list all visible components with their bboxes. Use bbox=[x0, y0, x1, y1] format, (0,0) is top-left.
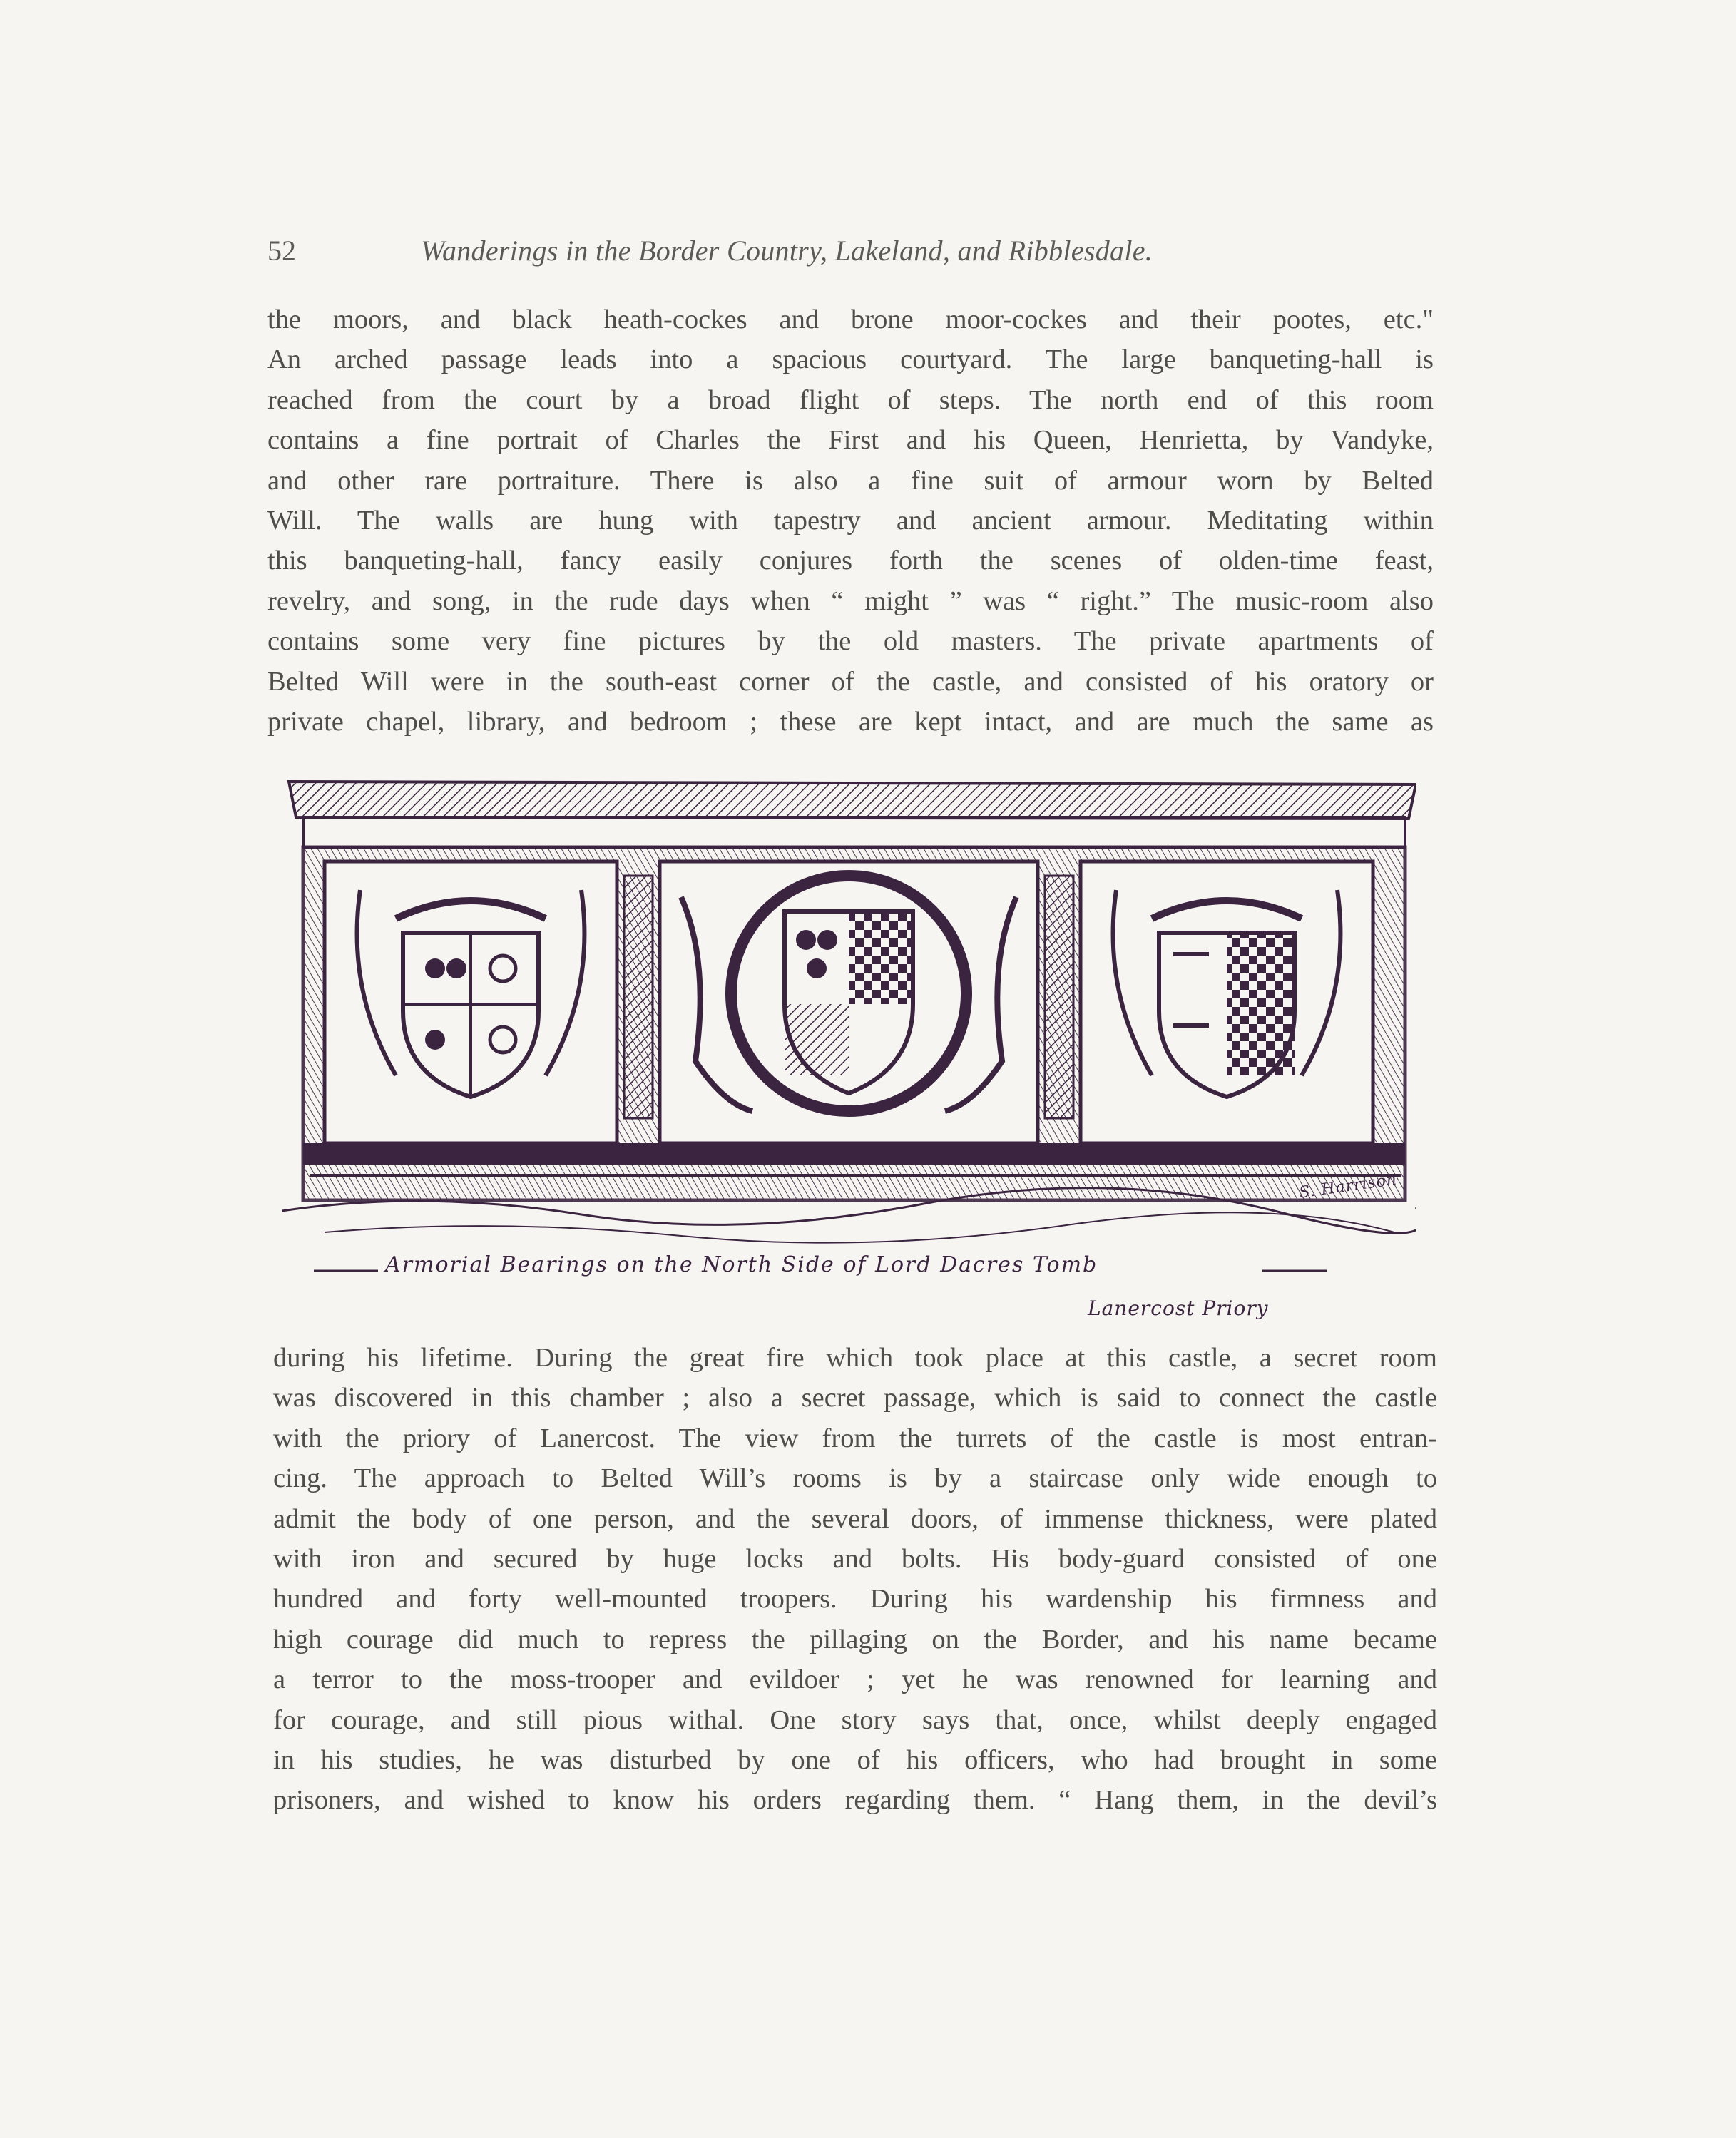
text-line: revelry, and song, in the rude days when “ might ” was “ right.” The music-room also bbox=[267, 585, 1434, 616]
figure-caption bbox=[314, 1249, 1327, 1292]
text-line: cing. The approach to Belted Will’s rooms is by a staircase only wide enough to bbox=[273, 1463, 1437, 1494]
text-line: high courage did much to repress the pillaging on the Border, and his name became bbox=[273, 1624, 1437, 1654]
text-line: during his lifetime. During the great fire which took place at this castle, a secret room bbox=[273, 1343, 1437, 1373]
text-line: Will. The walls are hung with tapestry and ancient armour. Meditating within bbox=[267, 505, 1434, 536]
text-line: prisoners, and wished to know his orders regarding them. “ Hang them, in the devil’s bbox=[273, 1785, 1437, 1816]
text-line: Belted Will were in the south-east corner of the castle, and consisted of his oratory or bbox=[267, 666, 1434, 697]
text-line: private chapel, library, and bedroom ; these are kept intact, and are much the same as bbox=[267, 706, 1434, 737]
text-line: a terror to the moss-trooper and evildoer ; yet he was renowned for learning and bbox=[273, 1664, 1437, 1695]
artist-signature: S. Harrison bbox=[1297, 1170, 1399, 1202]
running-head bbox=[267, 234, 1337, 277]
text-line: with the priory of Lanercost. The view from the turrets of the castle is most entran- bbox=[273, 1423, 1437, 1453]
page-number: 52 bbox=[267, 235, 296, 267]
text-line: admit the body of one person, and the several doors, of immense thickness, were plated bbox=[273, 1503, 1437, 1534]
caption-subtitle: Lanercost Priory bbox=[1088, 1296, 1269, 1320]
text-line: was discovered in this chamber ; also a secret passage, which is said to connect the castle bbox=[273, 1383, 1437, 1413]
text-line: An arched passage leads into a spacious courtyard. The large banqueting-hall is bbox=[267, 344, 1434, 375]
text-line: the moors, and black heath-cockes and brone moor-cockes and their pootes, etc." bbox=[267, 305, 1434, 334]
text-line: in his studies, he was disturbed by one of his officers, who had brought in some bbox=[273, 1744, 1437, 1775]
caption-text: Armorial Bearings on the North Side of Lord Dacres Tomb bbox=[385, 1252, 1098, 1277]
text-line: and other rare portraiture. There is also a fine suit of armour worn by Belted bbox=[267, 465, 1434, 496]
text-line: with iron and secured by huge locks and bolts. His body-guard consisted of one bbox=[273, 1543, 1437, 1574]
text-line: this banqueting-hall, fancy easily conjures forth the scenes of olden-time feast, bbox=[267, 546, 1434, 576]
body-text-bottom bbox=[273, 1338, 1437, 1821]
text-line: hundred and forty well-mounted troopers. During his wardenship his firmness and bbox=[273, 1584, 1437, 1615]
body-text-top bbox=[267, 300, 1434, 742]
tomb-illustration bbox=[282, 776, 1416, 1247]
text-line: contains some very fine pictures by the old masters. The private apartments of bbox=[267, 626, 1434, 657]
text-line: for courage, and still pious withal. One story says that, once, whilst deeply engaged bbox=[273, 1704, 1437, 1735]
text-line: reached from the court by a broad flight of steps. The north end of this room bbox=[267, 384, 1434, 415]
text-line: contains a fine portrait of Charles the First and his Queen, Henrietta, by Vandyke, bbox=[267, 425, 1434, 456]
running-title: Wanderings in the Border Country, Lakeland, and Ribblesdale. bbox=[421, 235, 1153, 267]
